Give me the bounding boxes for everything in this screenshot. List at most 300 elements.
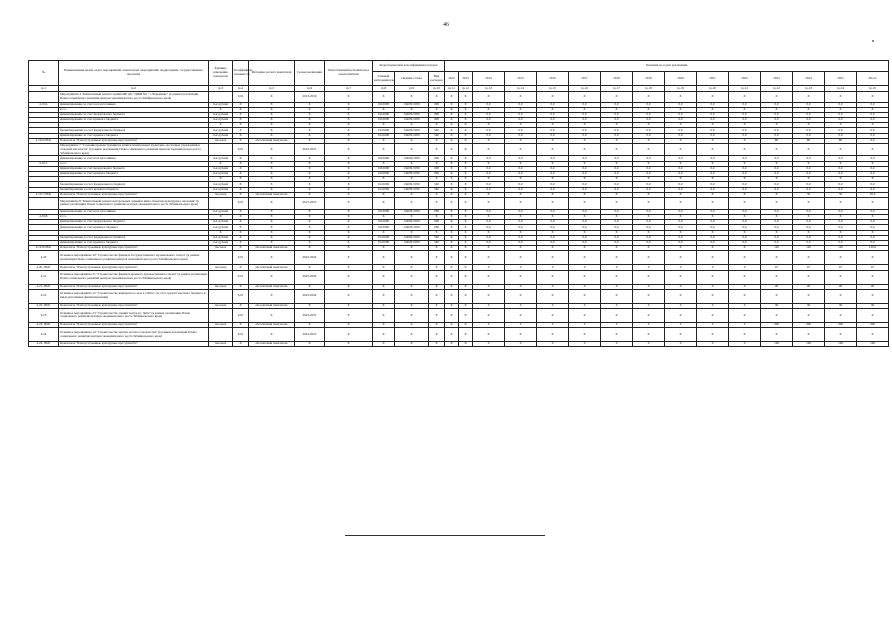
- table-cell: X: [459, 235, 473, 240]
- table-cell: 0: [569, 322, 601, 327]
- table-cell: 0,0: [761, 128, 793, 133]
- table-cell: X: [249, 328, 295, 342]
- table-cell: X: [395, 107, 429, 112]
- row-title-cell: финансирование за счет федерального бюджета: [59, 166, 209, 171]
- table-cell: 0,01: [233, 270, 249, 284]
- column-number-cell: гр.5: [249, 86, 295, 92]
- table-cell: тыс.рублей: [209, 241, 233, 246]
- row-title-cell: Основное мероприятие 22 "Строительство концертного зала в г.Чите" (за счет средств местного бюджета и иных источников финансирования): [59, 289, 209, 303]
- table-cell: X: [295, 133, 325, 138]
- row-title-cell: Мероприятие 4 "Капитальный ремонт здания МБ ДО "ДШИ №1" г. Черемхово" (в рамках реализации Плана социального развития центров экономического роста Забайкальского края): [59, 92, 209, 103]
- row-title-cell: Показатель "Благоустроенные культурные пространства": [59, 138, 209, 143]
- column-number-cell: гр.1: [29, 86, 59, 92]
- table-cell: X: [249, 102, 295, 107]
- table-cell: X: [537, 107, 569, 112]
- table-cell: X: [473, 308, 505, 322]
- table-cell: X: [295, 265, 325, 270]
- table-cell: 0,0: [537, 235, 569, 240]
- col-year-header: 2014: [473, 72, 505, 86]
- table-cell: X: [537, 246, 569, 251]
- col-year-header: 2025: [825, 72, 857, 86]
- table-cell: X: [445, 123, 459, 128]
- table-cell: X: [295, 138, 325, 143]
- table-cell: 0,0: [569, 225, 601, 230]
- table-cell: 0,01: [233, 328, 249, 342]
- table-cell: X: [569, 270, 601, 284]
- col-year-header: 2015: [505, 72, 537, 86]
- table-cell: X: [325, 128, 373, 133]
- table-cell: тыс.кв.м: [209, 303, 233, 308]
- table-cell: X: [373, 123, 395, 128]
- table-cell: 0,0: [761, 241, 793, 246]
- table-cell: X: [295, 284, 325, 289]
- table-cell: X: [325, 246, 373, 251]
- table-cell: 0,0: [505, 209, 537, 214]
- table-cell: X: [233, 215, 249, 220]
- table-cell: X: [761, 230, 793, 235]
- table-cell: X: [633, 144, 665, 156]
- budget-codes-group-header: Коды бюджетной классификации расходов: [373, 61, 445, 72]
- table-cell: X: [209, 230, 233, 235]
- table-cell: 0,0: [825, 102, 857, 107]
- table-cell: X: [697, 107, 729, 112]
- table-cell: абсолютный показатель: [249, 342, 295, 347]
- column-number-cell: гр.19: [665, 86, 697, 92]
- table-cell: X: [325, 230, 373, 235]
- table-cell: 0,0: [601, 235, 633, 240]
- table-cell: X: [665, 107, 697, 112]
- table-cell: X: [249, 308, 295, 322]
- table-cell: 0,0: [697, 128, 729, 133]
- table-cell: 2023-2024: [295, 251, 325, 265]
- table-cell: X: [825, 197, 857, 209]
- table-cell: 0: [665, 303, 697, 308]
- table-cell: X: [429, 92, 445, 103]
- table-cell: 0,0: [697, 171, 729, 176]
- table-cell: 0121000: [373, 128, 395, 133]
- table-cell: 0,0: [729, 187, 761, 192]
- table-cell: X: [793, 197, 825, 209]
- table-cell: X: [233, 156, 249, 161]
- table-cell: [209, 251, 233, 265]
- table-cell: X: [569, 197, 601, 209]
- table-cell: X: [697, 215, 729, 220]
- table-cell: X: [473, 215, 505, 220]
- col-year-header: 2022: [729, 72, 761, 86]
- table-cell: X: [445, 303, 459, 308]
- table-cell: 0,0: [697, 182, 729, 187]
- table-cell: 0,0: [729, 171, 761, 176]
- col-expense-type-header: Вид расходов: [429, 72, 445, 86]
- table-cell: 13403L5050: [395, 235, 429, 240]
- table-cell: тыс.рублей: [209, 209, 233, 214]
- table-cell: X: [601, 270, 633, 284]
- table-cell: X: [249, 128, 295, 133]
- table-cell: 0,0: [633, 225, 665, 230]
- table-cell: 120: [761, 246, 793, 251]
- table-cell: X: [373, 138, 395, 143]
- table-cell: X: [395, 161, 429, 166]
- table-cell: X: [325, 187, 373, 192]
- row-title-cell: финансирование за счет краевого бюджета: [59, 133, 209, 138]
- table-cell: X: [429, 192, 445, 197]
- table-cell: X: [459, 230, 473, 235]
- table-cell: X: [729, 192, 761, 197]
- table-cell: X: [233, 225, 249, 230]
- table-cell: X: [209, 123, 233, 128]
- table-cell: X: [325, 161, 373, 166]
- table-cell: X: [233, 182, 249, 187]
- column-number-cell: гр.8: [373, 86, 395, 92]
- table-cell: X: [729, 197, 761, 209]
- table-cell: тыс.рублей: [209, 171, 233, 176]
- table-cell: X: [793, 230, 825, 235]
- table-cell: тыс.кв.м: [209, 138, 233, 143]
- table-cell: X: [459, 107, 473, 112]
- table-cell: 540: [429, 187, 445, 192]
- table-cell: X: [373, 284, 395, 289]
- table-cell: X: [395, 177, 429, 182]
- table-cell: X: [505, 144, 537, 156]
- table-cell: X: [325, 166, 373, 171]
- table-cell: X: [505, 92, 537, 103]
- table-cell: X: [373, 270, 395, 284]
- row-number-cell: 4.24: [29, 328, 59, 342]
- table-cell: 0: [537, 342, 569, 347]
- table-cell: 000: [429, 156, 445, 161]
- row-title-cell: финансирование за счет всех источников: [59, 209, 209, 214]
- table-cell: X: [325, 156, 373, 161]
- table-cell: X: [825, 161, 857, 166]
- col-period-header: Сроки реализации: [295, 61, 325, 86]
- table-cell: X: [569, 215, 601, 220]
- table-cell: X: [633, 246, 665, 251]
- table-cell: X: [233, 187, 249, 192]
- table-cell: X: [445, 235, 459, 240]
- table-cell: X: [445, 220, 459, 225]
- table-cell: X: [325, 123, 373, 128]
- table-cell: 0,0: [601, 182, 633, 187]
- table-cell: 13403L5050: [395, 102, 429, 107]
- table-cell: X: [249, 187, 295, 192]
- table-cell: 0,0: [729, 133, 761, 138]
- table-cell: 0,0: [537, 209, 569, 214]
- table-cell: X: [665, 192, 697, 197]
- table-cell: [209, 308, 233, 322]
- table-cell: X: [459, 289, 473, 303]
- table-cell: тыс.кв.м: [209, 246, 233, 251]
- table-cell: X: [325, 102, 373, 107]
- table-cell: 0,0: [857, 209, 889, 214]
- table-cell: X: [459, 246, 473, 251]
- table-cell: 0,0: [665, 133, 697, 138]
- table-cell: X: [569, 308, 601, 322]
- row-title-cell: Показатель "Благоустроенные культурные пространства": [59, 192, 209, 197]
- table-cell: X: [601, 308, 633, 322]
- table-cell: X: [761, 144, 793, 156]
- table-cell: X: [233, 128, 249, 133]
- table-cell: X: [209, 107, 233, 112]
- table-cell: 0,0: [729, 112, 761, 117]
- table-cell: X: [793, 107, 825, 112]
- table-cell: X: [325, 177, 373, 182]
- table-cell: X: [233, 166, 249, 171]
- table-cell: 0: [473, 342, 505, 347]
- table-cell: 0,0: [697, 112, 729, 117]
- table-cell: 0110000: [373, 156, 395, 161]
- table-cell: 0,0: [601, 209, 633, 214]
- table-cell: X: [325, 322, 373, 327]
- table-cell: X: [249, 197, 295, 209]
- table-cell: X: [295, 241, 325, 246]
- table-cell: X: [429, 303, 445, 308]
- table-cell: X: [505, 138, 537, 143]
- table-cell: X: [825, 308, 857, 322]
- table-cell: X: [697, 289, 729, 303]
- table-cell: 0,0: [473, 220, 505, 225]
- table-cell: X: [505, 308, 537, 322]
- table-cell: X: [233, 284, 249, 289]
- table-cell: X: [429, 342, 445, 347]
- table-cell: 0,0: [633, 182, 665, 187]
- table-cell: 0,0: [473, 128, 505, 133]
- table-cell: 0,0: [665, 128, 697, 133]
- col-year-header: 2019: [633, 72, 665, 86]
- table-cell: 0,0: [569, 112, 601, 117]
- table-cell: 0,0: [505, 133, 537, 138]
- table-cell: X: [665, 270, 697, 284]
- table-cell: X: [429, 138, 445, 143]
- table-cell: 0: [601, 284, 633, 289]
- row-title-cell: Основное мероприятие 24 "Строительство центра детского творчества" (в рамках реализации Плана социального развития центров экономического роста Забайкальского края): [59, 328, 209, 342]
- table-cell: 160: [793, 342, 825, 347]
- table-cell: 0,0: [473, 235, 505, 240]
- table-cell: тыс.кв.м: [209, 342, 233, 347]
- row-number-cell: 4.19.6.ПМ1: [29, 138, 59, 143]
- table-cell: X: [249, 166, 295, 171]
- table-cell: X: [729, 177, 761, 182]
- table-cell: 0,0: [601, 102, 633, 107]
- table-cell: 0,0: [729, 118, 761, 123]
- table-cell: 0,0: [505, 112, 537, 117]
- table-cell: 0,0: [857, 241, 889, 246]
- column-number-cell: гр.11: [445, 86, 459, 92]
- table-cell: X: [665, 246, 697, 251]
- table-cell: X: [633, 123, 665, 128]
- table-cell: X: [633, 92, 665, 103]
- table-cell: 0,0: [569, 209, 601, 214]
- table-cell: 0121000: [373, 182, 395, 187]
- table-cell: 0,0: [473, 118, 505, 123]
- row-number-cell: 4.22: [29, 289, 59, 303]
- table-cell: 0,0: [505, 102, 537, 107]
- table-cell: 0,0: [569, 241, 601, 246]
- table-cell: X: [445, 328, 459, 342]
- col-year-header: 2023: [761, 72, 793, 86]
- table-cell: X: [459, 92, 473, 103]
- table-cell: X: [445, 107, 459, 112]
- row-title-cell: финансирование за счет краевого бюджета: [59, 118, 209, 123]
- table-cell: X: [395, 289, 429, 303]
- table-cell: 0: [697, 284, 729, 289]
- table-cell: X: [233, 107, 249, 112]
- table-cell: X: [697, 230, 729, 235]
- table-cell: 540: [429, 182, 445, 187]
- footer-divider: [345, 535, 545, 536]
- table-cell: 0,0: [537, 171, 569, 176]
- table-cell: 0,0: [569, 171, 601, 176]
- table-cell: X: [505, 161, 537, 166]
- table-cell: X: [505, 107, 537, 112]
- table-cell: X: [697, 246, 729, 251]
- table-cell: 0,0: [697, 220, 729, 225]
- table-cell: X: [295, 107, 325, 112]
- table-cell: 0,0: [633, 235, 665, 240]
- table-cell: 0: [633, 284, 665, 289]
- table-cell: X: [233, 118, 249, 123]
- column-number-cell: гр.13: [473, 86, 505, 92]
- row-number-cell: 4.20. ПМ1: [29, 265, 59, 270]
- table-cell: X: [395, 123, 429, 128]
- table-cell: 0,0: [857, 171, 889, 176]
- table-cell: 0,0: [857, 156, 889, 161]
- table-cell: X: [761, 123, 793, 128]
- table-cell: X: [857, 123, 889, 128]
- table-cell: X: [459, 308, 473, 322]
- table-cell: X: [729, 138, 761, 143]
- table-cell: X: [729, 289, 761, 303]
- table-cell: X: [537, 215, 569, 220]
- table-cell: 0,0: [793, 118, 825, 123]
- table-cell: X: [325, 112, 373, 117]
- table-cell: X: [793, 289, 825, 303]
- table-cell: X: [459, 128, 473, 133]
- table-cell: 0,0: [569, 182, 601, 187]
- table-cell: X: [697, 161, 729, 166]
- table-cell: X: [633, 197, 665, 209]
- table-cell: X: [445, 144, 459, 156]
- table-cell: X: [729, 92, 761, 103]
- table-cell: X: [665, 289, 697, 303]
- table-cell: X: [325, 303, 373, 308]
- table-cell: 2023-2025: [295, 328, 325, 342]
- table-cell: X: [325, 182, 373, 187]
- table-cell: 0,0: [505, 128, 537, 133]
- table-cell: 000: [429, 166, 445, 171]
- row-title-cell: финансирование за счет федерального бюджета: [59, 112, 209, 117]
- table-cell: X: [825, 215, 857, 220]
- table-cell: X: [325, 209, 373, 214]
- table-cell: 0: [473, 322, 505, 327]
- row-title-cell: финансирование за счет всех источников: [59, 156, 209, 161]
- table-cell: 0,0: [793, 128, 825, 133]
- row-title-cell: финансирование за счет краевого бюджета: [59, 241, 209, 246]
- table-cell: X: [233, 265, 249, 270]
- table-cell: X: [665, 197, 697, 209]
- table-cell: 0,0: [633, 166, 665, 171]
- table-cell: X: [761, 270, 793, 284]
- table-cell: X: [505, 289, 537, 303]
- table-cell: X: [473, 230, 505, 235]
- table-cell: X: [233, 123, 249, 128]
- table-cell: 0,0: [473, 209, 505, 214]
- table-cell: X: [473, 289, 505, 303]
- row-title-cell: Показатель "Благоустроенные культурные пространства": [59, 342, 209, 347]
- table-cell: X: [295, 187, 325, 192]
- table-cell: 000: [429, 118, 445, 123]
- table-cell: 0,0: [473, 156, 505, 161]
- table-cell: X: [233, 133, 249, 138]
- table-cell: X: [505, 251, 537, 265]
- table-cell: 30: [793, 192, 825, 197]
- table-cell: X: [249, 270, 295, 284]
- table-cell: X: [857, 144, 889, 156]
- table-cell: X: [295, 246, 325, 251]
- table-cell: 30: [857, 303, 889, 308]
- table-cell: X: [429, 308, 445, 322]
- table-cell: 40: [761, 284, 793, 289]
- table-cell: X: [295, 209, 325, 214]
- table-cell: X: [233, 177, 249, 182]
- table-cell: X: [373, 265, 395, 270]
- table-cell: X: [373, 107, 395, 112]
- table-cell: X: [325, 235, 373, 240]
- table-cell: X: [825, 328, 857, 342]
- table-cell: 0,0: [569, 156, 601, 161]
- table-cell: 0,0: [505, 171, 537, 176]
- table-cell: 0,0: [537, 225, 569, 230]
- column-number-cell: гр.24: [825, 86, 857, 92]
- table-cell: X: [459, 220, 473, 225]
- table-cell: X: [697, 270, 729, 284]
- table-cell: X: [697, 197, 729, 209]
- table-cell: X: [233, 138, 249, 143]
- table-cell: X: [373, 322, 395, 327]
- table-cell: 540: [429, 133, 445, 138]
- table-cell: X: [793, 161, 825, 166]
- table-cell: X: [233, 322, 249, 327]
- table-cell: X: [857, 308, 889, 322]
- table-cell: X: [459, 192, 473, 197]
- table-cell: 0,0: [601, 187, 633, 192]
- table-cell: 0,0: [825, 209, 857, 214]
- table-cell: X: [459, 322, 473, 327]
- table-cell: тыс.кв.м: [209, 322, 233, 327]
- table-cell: 67: [761, 265, 793, 270]
- table-cell: X: [295, 166, 325, 171]
- row-title-cell: финансирование за счет краевого бюджета: [59, 171, 209, 176]
- table-cell: 0,0: [761, 118, 793, 123]
- table-cell: X: [505, 328, 537, 342]
- table-cell: X: [295, 230, 325, 235]
- table-cell: 0,0: [601, 112, 633, 117]
- table-cell: 0,0: [729, 182, 761, 187]
- table-cell: X: [295, 118, 325, 123]
- table-cell: 13403L5050: [395, 128, 429, 133]
- table-cell: X: [233, 246, 249, 251]
- table-cell: 000: [429, 102, 445, 107]
- table-cell: X: [601, 246, 633, 251]
- table-cell: X: [857, 107, 889, 112]
- table-cell: 0121000: [373, 235, 395, 240]
- table-cell: 0,0: [793, 241, 825, 246]
- row-title-cell: Основное мероприятие 21 "Строительство филиала краевого художественного музея" (в рамках реализации Плана социального развития центров экономического роста Забайкальского края): [59, 270, 209, 284]
- table-cell: 0,0: [761, 187, 793, 192]
- table-cell: X: [601, 328, 633, 342]
- table-cell: X: [601, 144, 633, 156]
- row-number-cell: 4.19.8.: [29, 215, 59, 220]
- table-cell: 0,0: [729, 102, 761, 107]
